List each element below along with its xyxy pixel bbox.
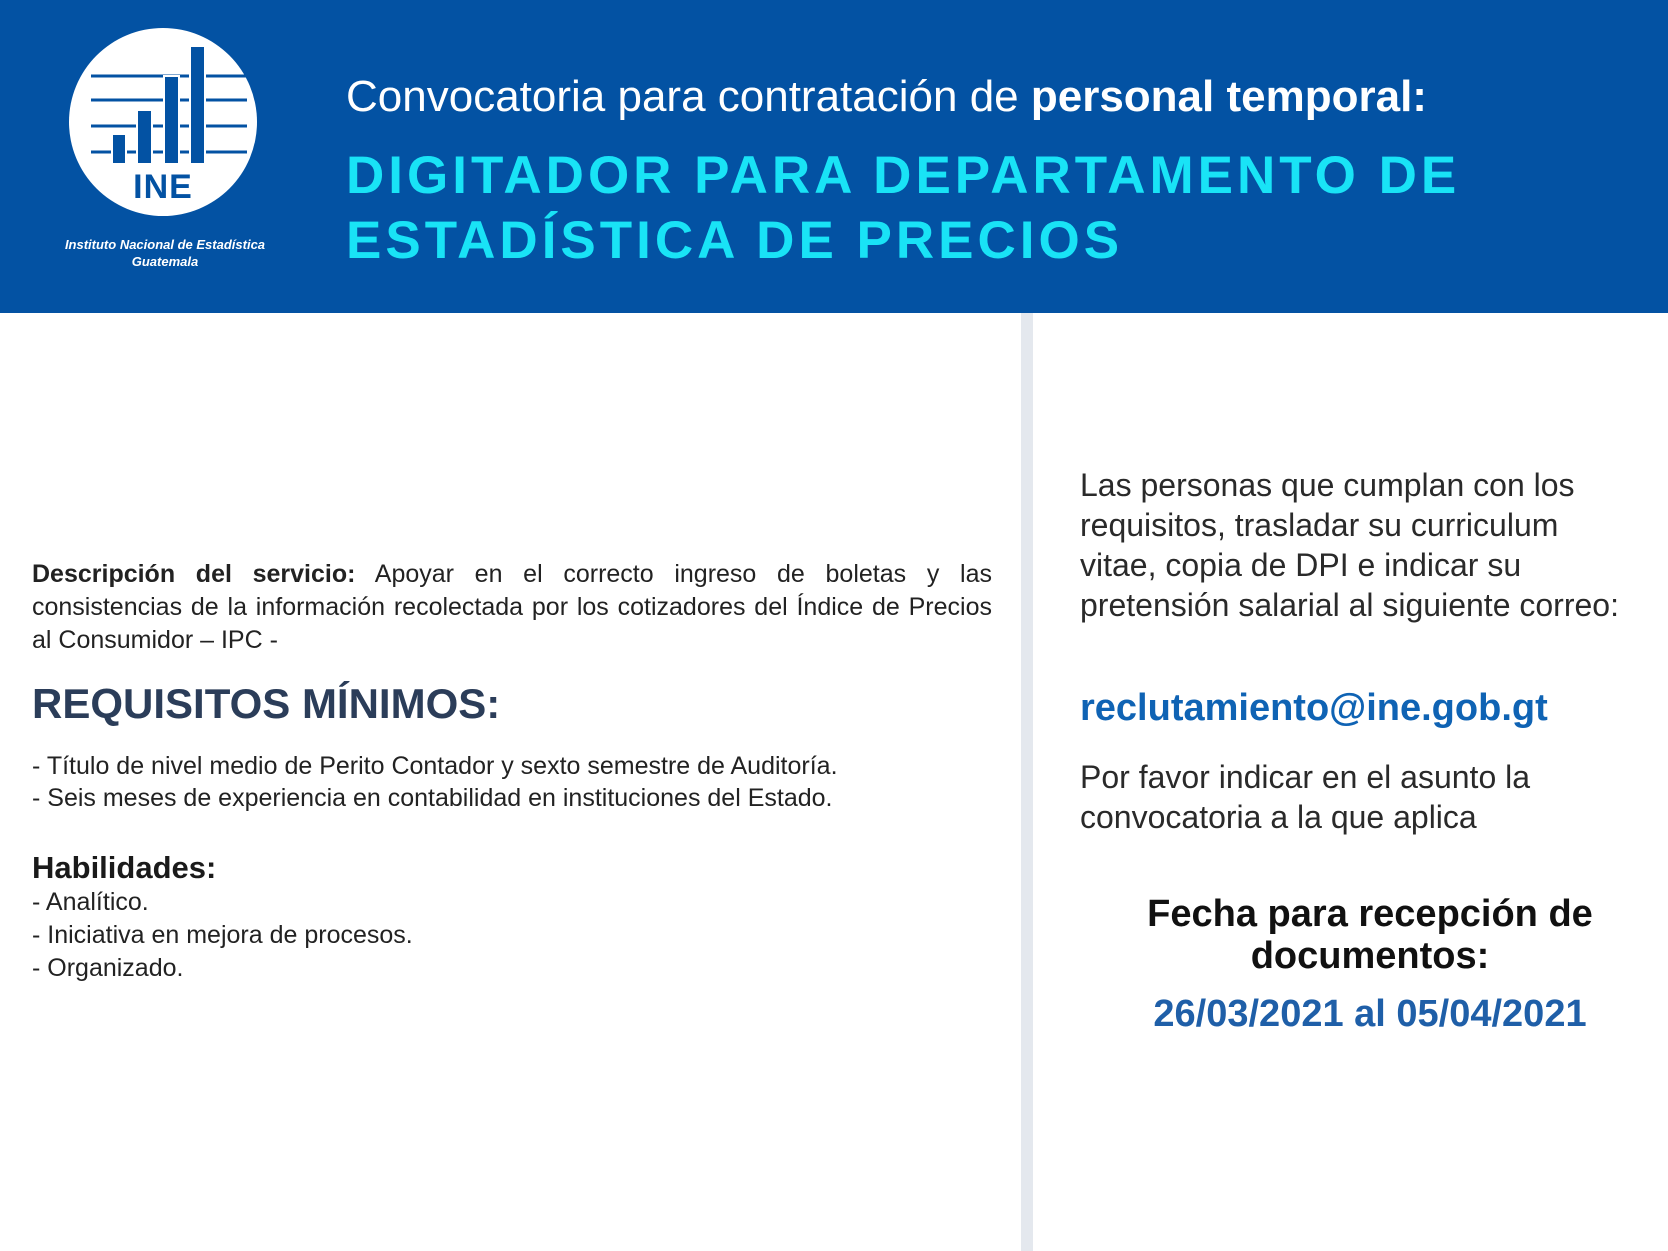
column-divider: [1021, 313, 1033, 1251]
job-title-line2: ESTADÍSTICA DE PRECIOS: [346, 211, 1124, 270]
list-item: - Analítico.: [32, 888, 149, 916]
logo-caption-line1: Instituto Nacional de Estadística: [64, 237, 266, 252]
deadline-label-line2: documentos:: [1250, 935, 1490, 977]
list-item: - Organizado.: [32, 954, 184, 982]
deadline-dates: 26/03/2021 al 05/04/2021: [1153, 993, 1587, 1035]
deadline-label: [1070, 893, 1668, 977]
ine-logo: [69, 28, 257, 216]
job-title-line1: DIGITADOR PARA DEPARTAMENTO DE: [346, 146, 1461, 205]
announcement-intro: [346, 72, 1646, 122]
description-text: Apoyar en el correcto ingreso de boletas y las consistencias de la información recolectada por los cotizadores del Índice de Precios al Consumidor – IPC -: [32, 560, 992, 654]
skills-title: Habilidades:: [32, 850, 217, 885]
announcement-intro-bold: personal temporal:: [1030, 72, 1427, 121]
subject-instructions: Por favor indicar en el asunto la convocatoria a la que aplica: [1080, 759, 1531, 835]
description-label: Descripción del servicio:: [32, 560, 356, 588]
list-item: - Seis meses de experiencia en contabilidad en instituciones del Estado.: [32, 784, 833, 812]
application-instructions: Las personas que cumplan con los requisitos, trasladar su curriculum vitae, copia de DPI e indicar su pretensión salarial al siguiente correo:: [1080, 467, 1619, 623]
logo-acronym: INE: [133, 168, 193, 206]
job-title: [346, 143, 1646, 273]
requirements-title: REQUISITOS MÍNIMOS:: [32, 680, 501, 727]
skills-list: [32, 886, 932, 985]
logo-caption: [40, 236, 290, 270]
header-banner: [0, 0, 1668, 313]
requirements-list: [32, 750, 1022, 814]
list-item: - Título de nivel medio de Perito Contador y sexto semestre de Auditoría.: [32, 752, 838, 780]
logo-caption-line2: Guatemala: [131, 254, 199, 269]
announcement-intro-regular: Convocatoria para contratación de: [346, 72, 1031, 121]
list-item: - Iniciativa en mejora de procesos.: [32, 921, 413, 949]
deadline-label-line1: Fecha para recepción de: [1147, 893, 1593, 935]
recruitment-email-link[interactable]: reclutamiento@ine.gob.gt: [1080, 687, 1548, 729]
service-description: [32, 558, 992, 657]
